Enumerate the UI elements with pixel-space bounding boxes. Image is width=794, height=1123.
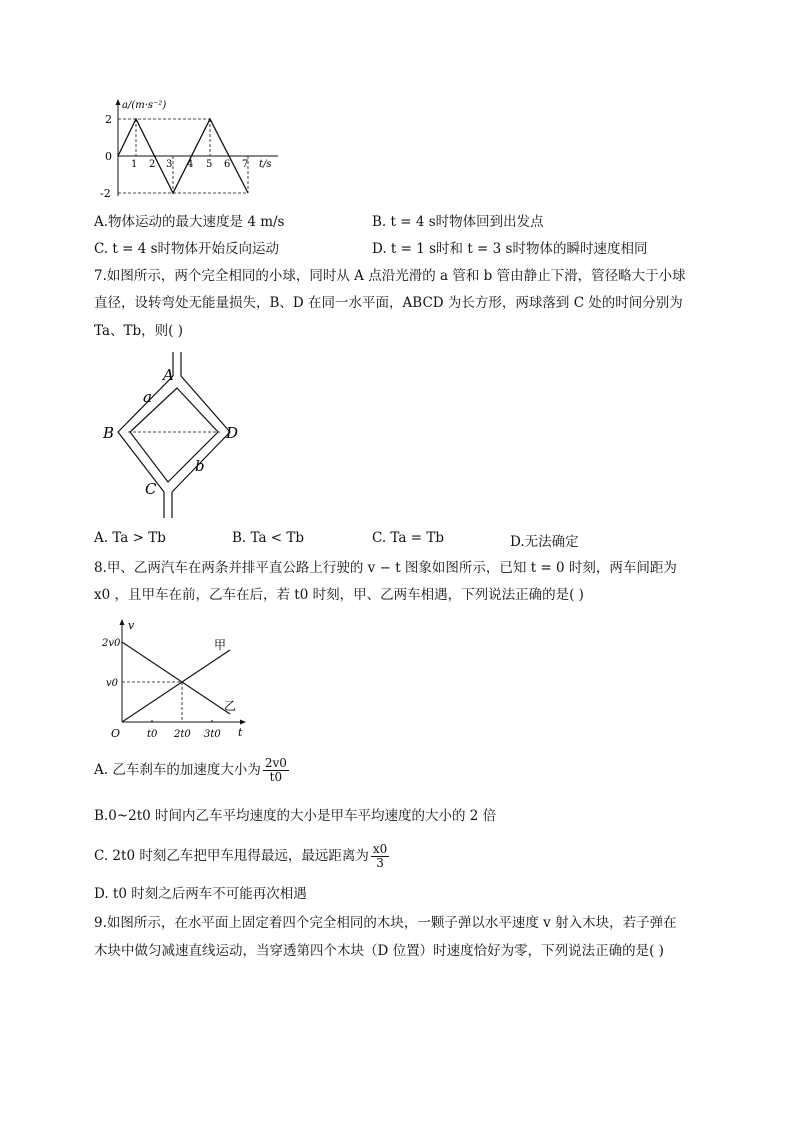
- q7-option-c: C. Ta = Tb: [372, 530, 444, 546]
- origin-label: O: [111, 727, 121, 740]
- label-a: a: [143, 388, 152, 406]
- q8-option-c-text: C. 2t0 时刻乙车把甲车甩得最远，最远距离为: [94, 848, 369, 864]
- velocity-time-graph: [100, 616, 250, 746]
- y-tick-2v0: 2v0: [102, 638, 121, 649]
- yi-label: 乙: [224, 699, 237, 713]
- q8-option-d: D. t0 时刻之后两车不可能再次相遇: [94, 886, 307, 902]
- label-B: B: [103, 424, 115, 442]
- x-tick-2t0: 2t0: [174, 729, 191, 740]
- v-axis-arrow: [120, 619, 125, 625]
- t-axis-label: t: [238, 726, 243, 739]
- q7-stem-line3: Ta、Tb，则( ): [94, 323, 183, 339]
- jia-label: 甲: [214, 638, 227, 652]
- x-tick-3: 3: [166, 159, 173, 170]
- q8-option-c: [94, 843, 389, 870]
- y-tick-v0: v0: [106, 678, 119, 689]
- acceleration-time-graph: [100, 96, 290, 206]
- q7-option-b: B. Ta < Tb: [232, 530, 305, 546]
- t-axis-arrow: [240, 720, 246, 725]
- yi-line: [122, 642, 230, 714]
- y-axis-arrow: [116, 99, 121, 105]
- q6-option-c: C. t = 4 s时物体开始反向运动: [94, 241, 280, 257]
- label-C: C: [145, 480, 157, 498]
- fraction-denominator: 3: [376, 856, 384, 870]
- q8-option-a-text: A. 乙车刹车的加速度大小为: [94, 762, 261, 778]
- x-tick-4: 4: [187, 159, 194, 170]
- fraction-numerator: x0: [372, 842, 388, 856]
- q9-stem-line1: 9.如图所示，在水平面上固定着四个完全相同的木块，一颗子弹以水平速度 v 射入木块，若子弹在: [94, 915, 677, 931]
- x-tick-7: 7: [242, 159, 249, 170]
- q6-option-a: A.物体运动的最大速度是 4 m/s: [94, 214, 285, 230]
- q6-option-d: D. t = 1 s时和 t = 3 s时物体的瞬时速度相同: [372, 241, 648, 257]
- label-D: D: [226, 424, 239, 442]
- label-b: b: [195, 457, 205, 475]
- tube-diagram: [100, 350, 260, 520]
- q7-stem-line2: 直径，设转弯处无能量损失，B、D 在同一水平面，ABCD 为长方形，两球落到 C 处的时间分别为: [94, 295, 683, 311]
- fraction-denominator: t0: [269, 770, 283, 784]
- y-tick-2: 2: [105, 113, 112, 126]
- q8-option-c-fraction: [371, 843, 389, 870]
- x-tick-5: 5: [206, 159, 213, 170]
- q7-stem-line1: 7.如图所示，两个完全相同的小球，同时从 A 点沿光滑的 a 管和 b 管由静止下滑，管径略大于小球: [94, 268, 686, 284]
- q8-option-b: B.0~2t0 时间内乙车平均速度的大小是甲车平均速度的大小的 2 倍: [94, 808, 497, 824]
- fraction-numerator: 2v0: [264, 756, 287, 770]
- y-tick-minus2: -2: [100, 187, 111, 200]
- v-axis-label: v: [128, 619, 135, 632]
- x-axis-label: t/s: [259, 159, 272, 170]
- q8-stem-line2: x0 ，且甲车在前，乙车在后，若 t0 时刻，甲、乙两车相遇，下列说法正确的是( ): [94, 587, 584, 603]
- x-tick-2: 2: [149, 159, 156, 170]
- q8-option-a: [94, 757, 289, 784]
- q7-option-a: A. Ta > Tb: [94, 530, 166, 546]
- q9-stem-line2: 木块中做匀减速直线运动，当穿透第四个木块（D 位置）时速度恰好为零，下列说法正确的是( ): [94, 943, 664, 959]
- label-A: A: [163, 366, 174, 384]
- x-tick-6: 6: [224, 159, 231, 170]
- y-axis-label: a/(m·s⁻²): [122, 100, 167, 111]
- q7-option-d: D.无法确定: [510, 534, 579, 550]
- q8-option-a-fraction: [263, 757, 289, 784]
- q8-stem-line1: 8.甲、乙两汽车在两条并排平直公路上行驶的 v − t 图象如图所示，已知 t = 0 时刻，两车间距为: [94, 560, 677, 576]
- x-tick-1: 1: [131, 159, 138, 170]
- x-tick-3t0: 3t0: [204, 729, 221, 740]
- x-tick-t0: t0: [147, 729, 158, 740]
- y-tick-0: 0: [105, 150, 112, 163]
- q6-option-b: B. t = 4 s时物体回到出发点: [372, 214, 544, 230]
- jia-line: [122, 650, 230, 722]
